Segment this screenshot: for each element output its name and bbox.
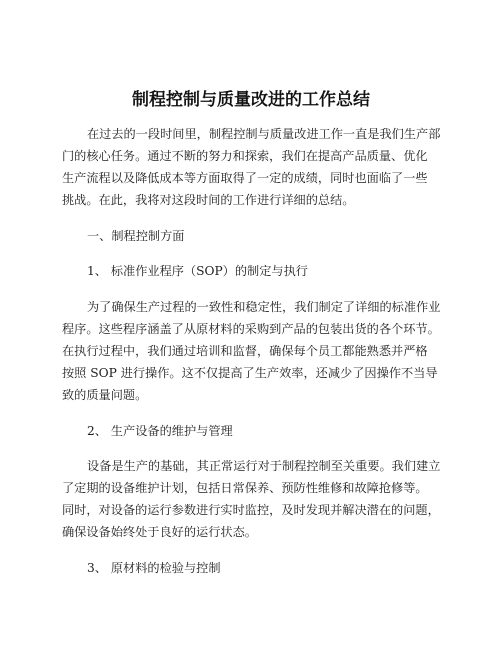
item2-line-4: 确保设备始终处于良好的运行状态。 xyxy=(62,525,257,539)
item-heading-3: 3、 原材料的检验与控制 xyxy=(87,561,221,575)
document-title: 制程控制与质量改进的工作总结 xyxy=(132,90,370,110)
item1-line-5: 致的质量问题。 xyxy=(62,388,148,402)
section-heading-1: 一、制程控制方面 xyxy=(87,229,185,243)
item1-line-4: 按照 SOP 进行操作。这不仅提高了生产效率，还减少了因操作不当导 xyxy=(62,366,438,380)
item1-line-2: 程序。这些程序涵盖了从原材料的采购到产品的包装出货的各个环节。 xyxy=(62,322,440,336)
item-heading-1: 1、 标准作业程序（SOP）的制定与执行 xyxy=(87,264,308,278)
intro-line-1: 在过去的一段时间里，制程控制与质量改进工作一直是我们生产部 xyxy=(87,127,441,141)
item2-line-2: 了定期的设备维护计划，包括日常保养、预防性维修和故障抢修等。 xyxy=(62,481,428,495)
intro-line-3: 生产流程以及降低成本等方面取得了一定的成绩，同时也面临了一些 xyxy=(62,171,428,185)
intro-line-2: 门的核心任务。通过不断的努力和探索，我们在提高产品质量、优化 xyxy=(62,149,428,163)
item1-line-3: 在执行过程中，我们通过培训和监督，确保每个员工都能熟悉并严格 xyxy=(62,344,428,358)
item-heading-2: 2、 生产设备的维护与管理 xyxy=(87,424,233,438)
item2-line-3: 同时，对设备的运行参数进行实时监控，及时发现并解决潜在的问题， xyxy=(62,503,440,517)
item1-line-1: 为了确保生产过程的一致性和稳定性，我们制定了详细的标准作业 xyxy=(87,300,441,314)
item2-line-1: 设备是生产的基础，其正常运行对于制程控制至关重要。我们建立 xyxy=(87,459,441,473)
intro-line-4: 挑战。在此，我将对这段时间的工作进行详细的总结。 xyxy=(62,193,355,207)
